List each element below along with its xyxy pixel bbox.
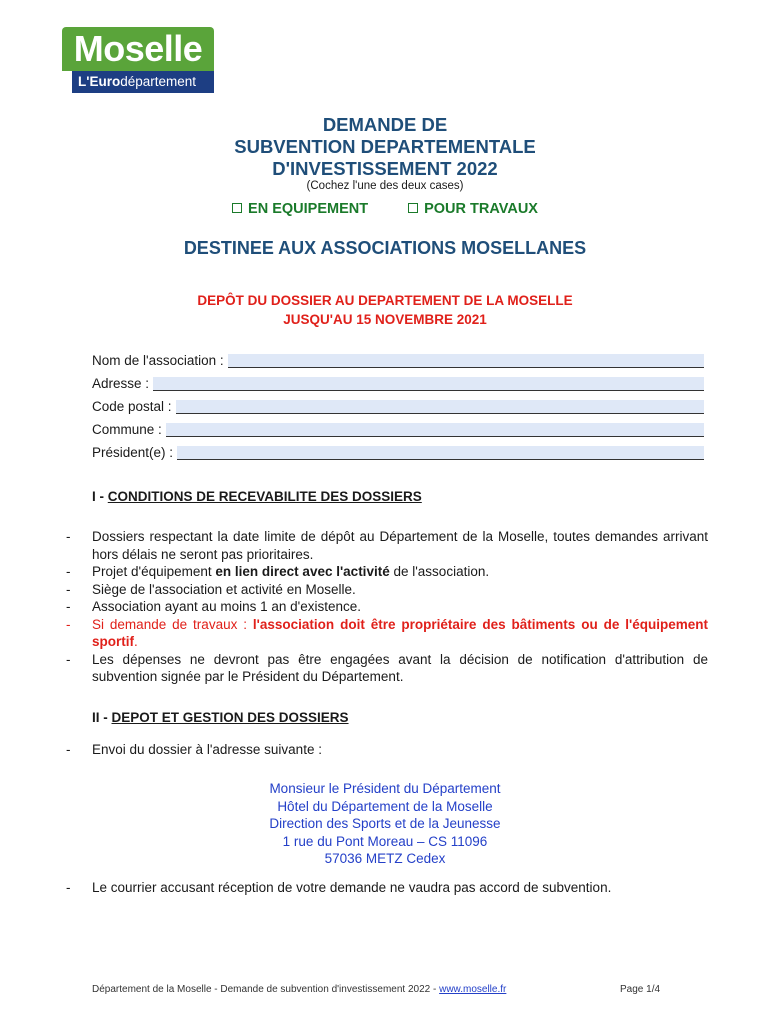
- list-item: [66, 741, 708, 759]
- footer-website-link[interactable]: www.moselle.fr: [439, 984, 507, 995]
- choice-travaux[interactable]: [408, 201, 538, 217]
- bullet-dash: -: [66, 651, 71, 667]
- list-item: [66, 879, 708, 897]
- moselle-logo: [62, 27, 214, 93]
- commune-field: [92, 422, 704, 440]
- condition-text: Association ayant au moins 1 an d'existence.: [92, 599, 361, 614]
- deadline-line1: DEPÔT DU DOSSIER AU DEPARTEMENT DE LA MOSELLE: [197, 293, 573, 308]
- condition-emphasis: l'association doit être propriétaire des bâtiments ou de l'équipement sportif: [92, 616, 709, 649]
- list-item: [66, 581, 708, 599]
- receipt-text: Le courrier accusant réception de votre demande ne vaudra pas accord de subvention.: [92, 880, 612, 895]
- checkbox-instruction: (Cochez l'une des deux cases): [306, 180, 464, 192]
- address-line: Hôtel du Département de la Moselle: [277, 798, 493, 814]
- bullet-dash: -: [66, 599, 71, 614]
- list-item: [66, 528, 708, 563]
- choice-travaux-label: POUR TRAVAUX: [424, 201, 538, 217]
- condition-text: .: [134, 634, 138, 649]
- condition-emphasis: en lien direct avec l'activité: [215, 564, 390, 579]
- page-title-line3: D'INVESTISSEMENT 2022: [272, 158, 498, 179]
- bullet-dash: -: [66, 880, 71, 895]
- condition-text: Dossiers respectant la date limite de dépôt au Département de la Moselle, toutes demandes arrivant hors délais ne seront pas prioritaires.: [92, 529, 708, 562]
- address-line: Direction des Sports et de la Jeunesse: [269, 816, 501, 831]
- page-title-line1: DEMANDE DE: [322, 114, 448, 135]
- section-1-prefix: I -: [92, 489, 108, 504]
- list-item: [66, 651, 708, 686]
- receipt-note-list: [66, 879, 708, 897]
- list-item: [66, 563, 708, 581]
- bullet-dash: -: [66, 581, 71, 597]
- address-line: 57036 METZ Cedex: [324, 851, 446, 866]
- postal-code-label: Code postal :: [92, 399, 172, 414]
- president-label: Président(e) :: [92, 445, 174, 460]
- mailing-address: [0, 780, 770, 868]
- section-2-title: DEPOT ET GESTION DES DOSSIERS: [111, 710, 349, 725]
- depot-list: [66, 741, 708, 759]
- choice-equipement[interactable]: [232, 201, 368, 217]
- address-line: 1 rue du Pont Moreau – CS 11096: [282, 833, 488, 849]
- section-2-heading: [92, 710, 349, 725]
- depot-text: Envoi du dossier à l'adresse suivante :: [92, 742, 322, 757]
- footer-text: Département de la Moselle - Demande de subvention d'investissement 2022 -: [92, 984, 440, 995]
- association-name-field: [92, 353, 704, 371]
- address-label: Adresse :: [92, 376, 150, 391]
- section-1-title: CONDITIONS DE RECEVABILITE DES DOSSIERS: [107, 489, 422, 504]
- address-line: Monsieur le Président du Département: [269, 781, 501, 796]
- logo-tagline: [72, 71, 214, 93]
- page-title-line2: SUBVENTION DEPARTEMENTALE: [234, 136, 536, 157]
- condition-text: de l'association.: [389, 564, 490, 579]
- destination-heading: DESTINEE AUX ASSOCIATIONS MOSELLANES: [183, 238, 587, 258]
- logo-tagline-bold: L'Euro: [78, 74, 121, 89]
- president-input[interactable]: [177, 446, 704, 460]
- bullet-dash: -: [66, 529, 71, 544]
- section-2-prefix: II -: [92, 710, 112, 725]
- deadline-line2: JUSQU'AU 15 NOVEMBRE 2021: [283, 312, 487, 327]
- condition-text: Les dépenses ne devront pas être engagées avant la décision de notification d'attribution de subvention signée par le Président du Département.: [92, 651, 708, 684]
- address-field: [92, 376, 704, 394]
- condition-text: Siège de l'association et activité en Moselle.: [92, 581, 356, 597]
- commune-input[interactable]: [166, 423, 704, 437]
- checkbox-icon[interactable]: [408, 203, 418, 213]
- condition-text: Si demande de travaux :: [92, 616, 253, 632]
- postal-code-field: [92, 399, 704, 417]
- postal-code-input[interactable]: [176, 400, 704, 414]
- logo-tagline-rest: département: [120, 74, 197, 89]
- bullet-dash: -: [66, 616, 71, 632]
- commune-label: Commune :: [92, 422, 162, 437]
- logo-wordmark: Moselle: [62, 27, 214, 71]
- bullet-dash: -: [66, 564, 71, 579]
- president-field: [92, 445, 704, 463]
- list-item: [66, 616, 708, 651]
- association-name-input[interactable]: [228, 354, 704, 368]
- checkbox-icon[interactable]: [232, 203, 242, 213]
- bullet-dash: -: [66, 742, 71, 757]
- conditions-list: [66, 528, 708, 686]
- section-1-heading: [92, 489, 422, 504]
- condition-text: Projet d'équipement: [92, 564, 216, 579]
- type-choices: [0, 201, 770, 217]
- association-name-label: Nom de l'association :: [92, 353, 224, 368]
- page-footer: [92, 984, 506, 995]
- choice-equipement-label: EN EQUIPEMENT: [248, 201, 369, 217]
- address-input[interactable]: [153, 377, 704, 391]
- list-item: [66, 598, 708, 616]
- page-number: Page 1/4: [620, 984, 661, 995]
